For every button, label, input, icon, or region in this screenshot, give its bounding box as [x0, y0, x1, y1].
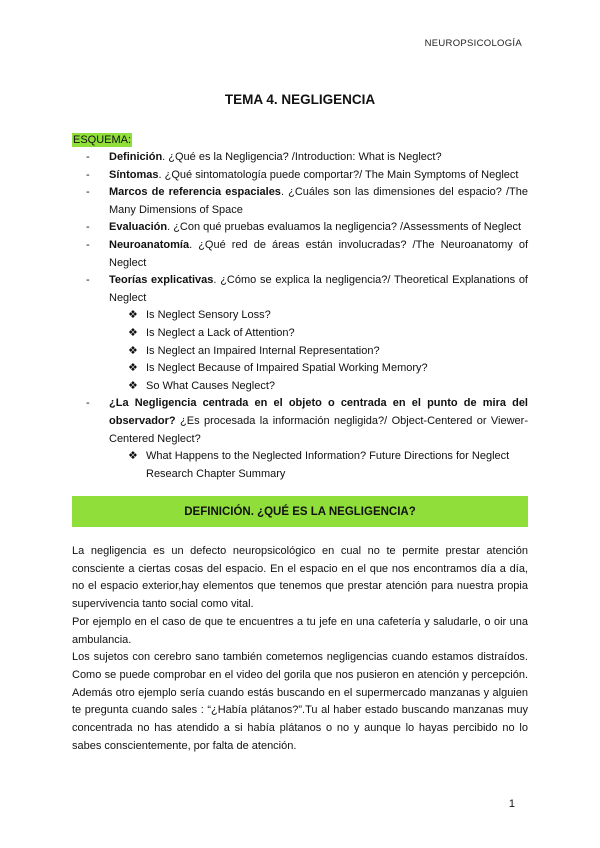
- sub-item: [128, 378, 528, 396]
- outline-item-teorias: [72, 272, 528, 307]
- outline-desc: . ¿Qué red de áreas están involucradas? /The Neuroanatomy of Neglect: [109, 238, 528, 269]
- esquema-label: ESQUEMA:: [73, 134, 132, 146]
- paragraph: Los sujetos con cerebro sano también cometemos negligencias cuando estamos distraídos. Como se puede comprobar en el video del gorila que nos pusieron en atención y percepción. Además otro ejemplo sería cuando estás buscando en el supermercado manzanas y alguien te pregunta cuando sales : “¿Había plátanos?”.Tu al haber estado buscando manzanas muy concentrada no has atendido a si había plátanos o no y aunque lo hayas percibido no lo sabes conscientemente, por falta de atención.: [72, 651, 528, 752]
- diamond-bullet-icon: ❖: [128, 450, 138, 463]
- outline-item-object-centered: [72, 395, 528, 448]
- outline-dash: -: [86, 151, 90, 163]
- sub-item: [128, 307, 528, 325]
- page-number: 1: [508, 798, 515, 810]
- outline-dash: -: [86, 186, 90, 199]
- sub-item-text: Is Neglect a Lack of Attention?: [146, 326, 295, 339]
- running-header: NEUROPSICOLOGÍA: [424, 38, 522, 49]
- diamond-bullet-icon: ❖: [128, 379, 138, 392]
- sub-item: [128, 360, 528, 378]
- outline-term: Teorías explicativas: [109, 274, 214, 287]
- outline-desc: . ¿Cómo se explica la negligencia?/ Theoretical Explanations of Neglect: [109, 274, 528, 304]
- sub-item-text: Is Neglect an Impaired Internal Representation?: [146, 344, 380, 357]
- section-heading-text: DEFINICIÓN. ¿QUÉ ES LA NEGLIGENCIA?: [184, 505, 416, 518]
- paragraph: La negligencia es un defecto neuropsicológico en cual no te permite prestar atención consciente a ciertas cosas del espacio. En el espacio en el que nos encontramos día a día, no el espacio exterior,hay elementos que tenemos que prestar atención para nuestra propia supervivencia tanto social como vital.: [72, 545, 528, 611]
- outline-dash: -: [86, 221, 90, 234]
- outline-term: Marcos de referencia espaciales: [109, 186, 281, 199]
- page-title: TEMA 4. NEGLIGENCIA: [224, 92, 376, 107]
- sub-item-text: Is Neglect Sensory Loss?: [146, 309, 271, 322]
- sub-item-text: What Happens to the Neglected Information? Future Directions for Neglect Research Chapter Summary: [146, 450, 510, 480]
- outline-term: Evaluación: [109, 221, 168, 234]
- outline-term: Neuroanatomía: [109, 238, 190, 251]
- outline-desc: . ¿Con qué pruebas evaluamos la negligencia? /Assessments of Neglect: [167, 221, 522, 234]
- outline-term: Síntomas: [109, 168, 159, 181]
- sub-item: [128, 325, 528, 343]
- diamond-bullet-icon: ❖: [128, 326, 138, 339]
- outline-item-definicion: [72, 149, 528, 167]
- outline-dash: -: [86, 168, 90, 181]
- body-text: [72, 543, 528, 755]
- outline-desc: ¿Es procesada la información negligida?/ Object-Centered or Viewer-Centered Neglect?: [109, 414, 528, 445]
- outline-item-sintomas: [72, 167, 528, 185]
- outline-list: [72, 149, 528, 483]
- diamond-bullet-icon: ❖: [128, 309, 138, 322]
- outline-item-evaluacion: [72, 219, 528, 237]
- sub-item: [128, 448, 528, 483]
- outline-desc: . ¿Qué es la Negligencia? /Introduction: What is Neglect?: [162, 151, 442, 163]
- sub-item: [128, 343, 528, 361]
- sub-item-text: So What Causes Neglect?: [146, 379, 276, 392]
- outline-desc: . ¿Qué sintomatología puede comportar?/ The Main Symptoms of Neglect: [158, 168, 519, 181]
- outline-dash: -: [86, 238, 90, 251]
- outline-dash: -: [86, 274, 90, 287]
- section-heading-definicion: [72, 496, 528, 527]
- outline-term: ¿La Negligencia centrada en el objeto o centrada en el punto de mira del observador?: [109, 397, 528, 427]
- outline-item-marcos: [72, 184, 528, 219]
- outline-term: Definición: [109, 151, 163, 163]
- diamond-bullet-icon: ❖: [128, 362, 138, 375]
- sub-item-text: Is Neglect Because of Impaired Spatial Working Memory?: [146, 362, 428, 375]
- paragraph: Por ejemplo en el caso de que te encuentres a tu jefe en una cafetería y saludarle, o oir una ambulancia.: [72, 615, 528, 646]
- outline-desc: . ¿Cuáles son las dimensiones del espacio? /The Many Dimensions of Space: [109, 186, 529, 216]
- outline-item-neuroanatomia: [72, 237, 528, 272]
- diamond-bullet-icon: ❖: [128, 344, 138, 357]
- outline-dash: -: [86, 397, 90, 410]
